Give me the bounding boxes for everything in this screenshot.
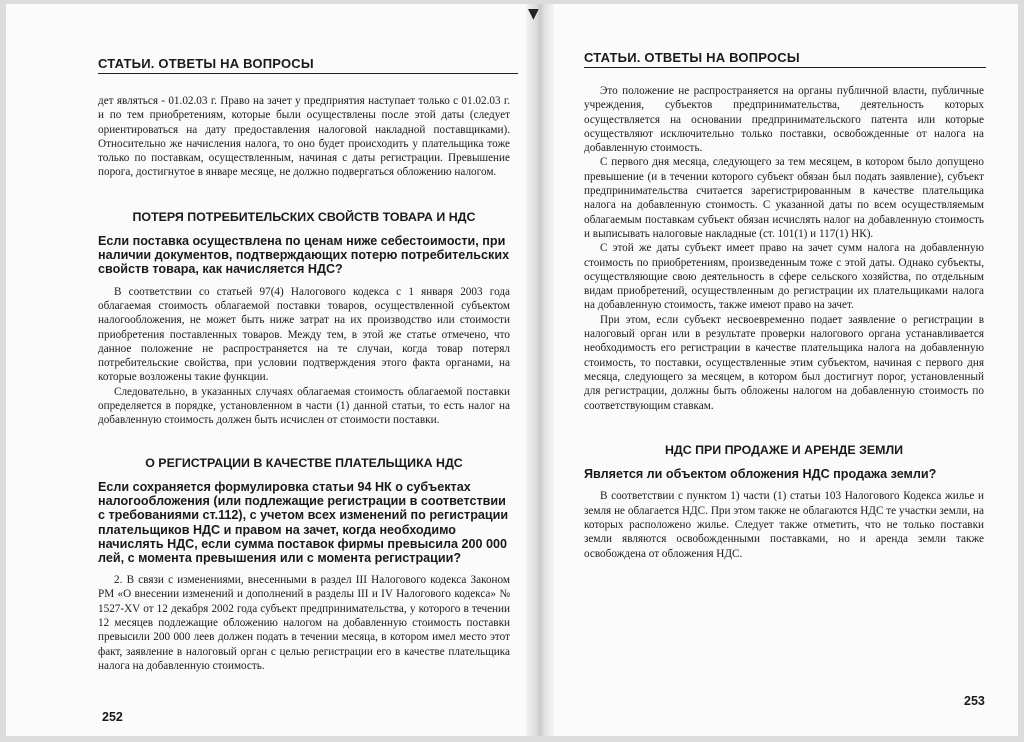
question-below-cost: Если поставка осуществлена по ценам ниже себестоимости, при наличии документов, подтверждающих потерю потребительских свойств товара, как начисляется НДС?: [98, 234, 510, 277]
body-paragraph: С первого дня месяца, следующего за тем месяцем, в котором было допущено превышение (и в течении которого субъект обязан был подать заявление), субъект предпринимательства считается зарегистрированным в качестве плательщика налога на добавленную стоимость. С указанной даты по всем осуществляемым облагаемым поставкам субъект обязан исчислять налог на добавленную стоимость и выписывать налоговые накладные (ст. 101(1) и 117(1) НК).: [584, 156, 984, 240]
question-registration: Если сохраняется формулировка статьи 94 НК о субъектах налогообложения (или подлежащие регистрации в соответствии с требованиями ст.112), с учетом всех изменений по регистрации плательщиков НДС и правом на зачет, когда необходимо начислять НДС, если сумма поставок фирмы превысила 200 000 лей, с момента превышения или с момента регистрации?: [98, 479, 509, 565]
body-paragraph: С этой же даты субъект имеет право на зачет сумм налога на добавленную стоимость по приобретениям, произведенным тоже с этой даты. Однако субъекты, осуществляющие свою деятельность в сфере сельского хозяйства, по отдельным видам приобретений, осуществленным до регистрации их плательщиками налога на добавленную стоимость, также имеют право на зачет.: [584, 242, 984, 312]
book-spread: [6, 4, 1018, 736]
right-page: [584, 4, 986, 736]
answer-paragraph: 2. В связи с изменениями, внесенными в раздел III Налогового кодекса Законом РМ «О внесении изменений и дополнений в разделы III и IV Налогового кодекса» № 1527-XV от 12 декабря 2002 года субъект предпринимательства, у которого в течении 12 месяцев подлежащие обложению налогом на добавленную стоимость поставки превысили 200 000 леев должен подать в течении месяца, в котором имел место этот факт, заявление в налоговый орган с целью регистрации его в качестве плательщика налога на добавленную стоимость.: [98, 574, 510, 672]
running-head-right: СТАТЬИ. ОТВЕТЫ НА ВОПРОСЫ: [584, 50, 986, 68]
running-head-left: СТАТЬИ. ОТВЕТЫ НА ВОПРОСЫ: [98, 56, 518, 74]
answer-paragraph: В соответствии со статьей 97(4) Налогового кодекса с 1 января 2003 года облагаемая стоимость облагаемой поставки товаров, осуществленной субъектом налогообложения, не может быть ниже затрат на их производство или стоимости приобретения поставленных товаров. Между тем, в этой же статье отмечено, что данное положение не распространяется на те случаи, когда товар потерял потребительские свойства, при условии подтверждения этого факта органами, на которые возложены такие функции.: [98, 285, 510, 384]
continued-paragraph: дет являться - 01.02.03 г. Право на зачет у предприятия наступает только с 01.02.03 г. и по тем приобретениям, которые были осуществлены после этой даты (следует ориентироваться на дату предоставления налоговой накладной поставщиками). Относительно же начисления налога, то оно будет происходить у плательщика тоже только по поставкам, осуществленным, начиная с даты регистрации. Превышение порога, достигнутое в январе месяце, не должно подвергаться обложению налогом.: [98, 95, 510, 179]
body-paragraph: Это положение не распространяется на органы публичной власти, публичные учреждения, субъектов предпринимательства, деятельность которых осуществляется на основании предпринимательского патента или которые осуществляют исключительно только поставки, освобожденные от налога на добавленную стоимость.: [584, 85, 984, 155]
section-title-consumer-properties: ПОТЕРЯ ПОТРЕБИТЕЛЬСКИХ СВОЙСТВ ТОВАРА И НДС: [132, 209, 476, 224]
left-page: [98, 4, 518, 736]
book-gutter: [526, 4, 554, 736]
section-title-registration: О РЕГИСТРАЦИИ В КАЧЕСТВЕ ПЛАТЕЛЬЩИКА НДС: [145, 455, 463, 470]
answer-paragraph: Следовательно, в указанных случаях облагаемая стоимость облагаемой поставки определяется в порядке, установленном в части (1) данной статьи, то есть налог на добавленную стоимость должен быть исчислен от стоимости поставки.: [98, 385, 510, 427]
gutter-marker-icon: ▼: [528, 6, 539, 22]
body-paragraph: При этом, если субъект несвоевременно подает заявление о регистрации в налоговый орган или в результате проверки налогового органа устанавливается необходимость его регистрации в качестве плательщика налога на добавленную стоимость, то поставки, осуществленные этим субъектом, начиная с первого дня месяца, следующего за месяцем, в котором был достигнут порог, установленный для регистрации, должны быть обложены налогом на добавленную стоимость по соответствующим ставкам.: [584, 313, 984, 412]
answer-paragraph: В соответствии с пунктом 1) части (1) статьи 103 Налогового Кодекса жилье и земля не облагается НДС. При этом также не облагаются НДС те участки земли, на которых расположено жилье. Следует также отметить, что не только поставки земли являются освобожденными поставками, но и аренда земли также освобождена от обложения НДС.: [584, 490, 984, 560]
right-page-body: [584, 84, 984, 561]
page-number-right: 253: [964, 694, 985, 708]
left-page-body: [98, 94, 510, 673]
section-title-land: НДС ПРИ ПРОДАЖЕ И АРЕНДЕ ЗЕМЛИ: [664, 442, 904, 457]
page-number-left: 252: [102, 710, 123, 724]
question-land: Является ли объектом обложения НДС продажа земли?: [584, 467, 937, 482]
